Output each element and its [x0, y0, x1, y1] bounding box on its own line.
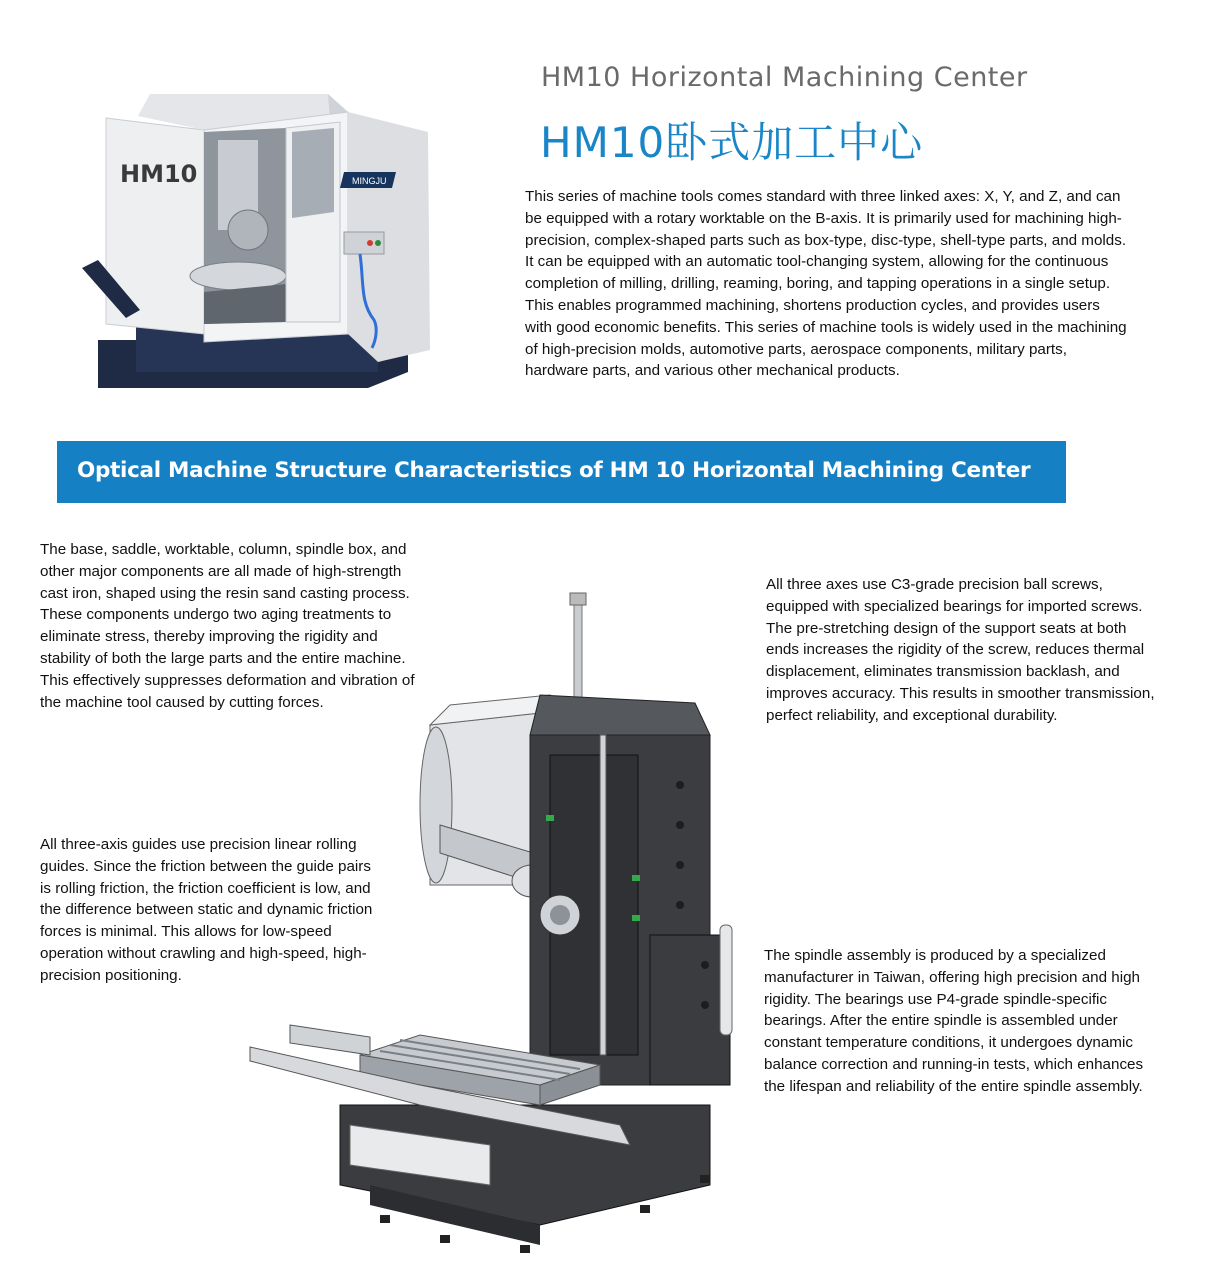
section-banner [57, 441, 1066, 503]
page-title-chinese: HM10卧式加工中心 [540, 118, 924, 167]
feature-ball-screws: All three axes use C3-grade precision ball screws, equipped with specialized bearings for imported screws. The pre-stretching design of the support seats at both ends increases the rigidity of the screw, reduces thermal displacement, eliminates transmission backlash, and improves accuracy. This results in smoother transmission, perfect reliability, and exceptional durability. [766, 576, 1155, 724]
svg-text:HM10: HM10 [120, 160, 198, 188]
page-title-english: HM10 Horizontal Machining Center [541, 62, 1028, 93]
section-banner-title: Optical Machine Structure Characteristics of HM 10 Horizontal Machining Center [77, 458, 1031, 483]
feature-base-castings: The base, saddle, worktable, column, spindle box, and other major components are all made of high-strength cast iron, shaped using the resin sand casting process. These components undergo two aging treatments to eliminate stress, thereby improving the rigidity and stability of both the large parts and the entire machine. This effectively suppresses deformation and vibration of the machine tool caused by cutting forces. [40, 541, 415, 711]
intro-paragraph: This series of machine tools comes standard with three linked axes: X, Y, and Z, and can be equipped with a rotary worktable on the B-axis. It is primarily used for machining high-precision, complex-shaped parts such as box-type, disc-type, shell-type parts, and molds. It can be equipped with an automatic tool-changing system, allowing for the continuous completion of milling, drilling, reaming, boring, and tapping operations in a single setup. This enables programmed machining, shortens production cycles, and provides users with good economic benefits. This series of machine tools is widely used in the machining of high-precision molds, automotive parts, aerospace components, military parts, hardware parts, and various other mechanical products. [525, 188, 1127, 380]
machine-photo [78, 72, 448, 392]
svg-text:MINGJU: MINGJU [352, 176, 387, 186]
feature-linear-guides: All three-axis guides use precision linear rolling guides. Since the friction between the guide pairs is rolling friction, the friction coefficient is low, and the difference between static and dynamic friction forces is minimal. This allows for low-speed operation without crawling and high-speed, high-precision positioning. [40, 836, 373, 984]
feature-spindle-assembly: The spindle assembly is produced by a specialized manufacturer in Taiwan, offering high precision and high rigidity. The bearings use P4-grade spindle-specific bearings. After the entire spindle is assembled under constant temperature conditions, it undergoes dynamic balance correction and running-in tests, which enhances the lifespan and reliability of the entire spindle assembly. [764, 947, 1144, 1095]
